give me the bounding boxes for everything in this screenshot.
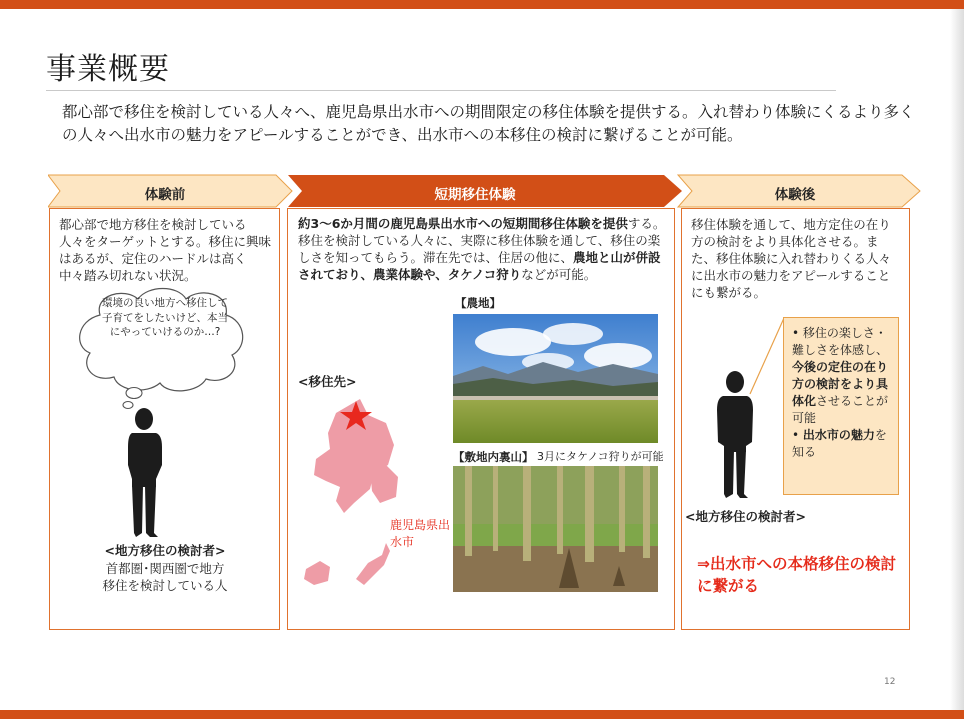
conclusion-text: ⇒出水市への本格移住の検討に繋がる <box>697 555 896 595</box>
desc-bold-2: 農地と山が併設されており、農業体験や、タケノコ狩り <box>298 250 661 282</box>
after-description: 移住体験を通して、地方定住の在り方の検討をより具体化させる。また、移住体験に入れ替わりくる人々に出水市の魅力をアピールすることにも繋がる。 <box>691 217 892 300</box>
before-person-label: <地方移住の検討者> <box>104 543 226 558</box>
before-person-desc-line2: 移住を検討している人 <box>102 578 228 593</box>
farm-photo <box>453 314 658 443</box>
header-short-term: 短期移住体験 <box>434 187 516 203</box>
before-description: 都心部で地方移住を検討している人々をターゲットとする。移住に興味はあるが、定住のハードルは高く中々踏み切れない状況。 <box>59 217 272 283</box>
farm-label: 【農地】 <box>455 296 501 310</box>
bamboo-forest-image <box>453 466 658 592</box>
page-title: 事業概要 <box>46 52 170 87</box>
desc-bold-1: 約3～6か月間の鹿児島県出水市への短期間移住体験を提供 <box>298 216 628 231</box>
farm-landscape-image <box>453 314 658 443</box>
bamboo-photo <box>453 466 658 592</box>
map-label: <移住先> <box>298 374 357 389</box>
short-term-description <box>298 215 666 283</box>
kagoshima-map-image <box>300 393 410 593</box>
note-bullet-1: • 移住の楽しさ・難しさを体感し、今後の定住の在り方の検討をより具体化させることが可能 <box>792 326 889 425</box>
slide-edge-shadow <box>950 9 964 710</box>
mountain-note: 3月にタケノコ狩りが可能 <box>537 450 664 463</box>
map-place-label: 鹿児島県出水市 <box>390 518 451 549</box>
note-bullet-2: • 出水市の魅力を知る <box>792 428 887 459</box>
person-silhouette-icon <box>122 407 166 539</box>
mountain-label: 【敷地内裏山】 <box>453 450 534 464</box>
thought-text: 環境の良い地方へ移住して子育てをしたいけど、本当にやっていけるのか…? <box>102 297 228 338</box>
after-note-text <box>792 325 896 461</box>
header-after: 体験後 <box>774 187 816 203</box>
callout-connector <box>748 316 786 396</box>
desc-normal-2: などが可能。 <box>521 267 597 282</box>
desc-normal-1: する。移住を検討している人々に、実際に移住体験を通して、移住の楽しさを知ってもらう。滞在先では、住居の他に、 <box>298 216 666 265</box>
bottom-accent-bar <box>0 710 964 719</box>
top-accent-bar <box>0 0 964 9</box>
title-divider <box>46 90 836 91</box>
page-number: 12 <box>884 677 896 687</box>
header-before: 体験前 <box>144 187 186 203</box>
intro-text: 都心部で移住を検討している人々へ、鹿児島県出水市への期間限定の移住体験を提供する。入れ替わり体験にくるより多くの人々へ出水市の魅力をアピールすることができ、出水市への本移住の検討に繋げることが可能。 <box>62 103 915 144</box>
after-person-label: <地方移住の検討者> <box>685 509 806 524</box>
before-person-desc-line1: 首都圏･関西圏で地方 <box>105 561 225 576</box>
